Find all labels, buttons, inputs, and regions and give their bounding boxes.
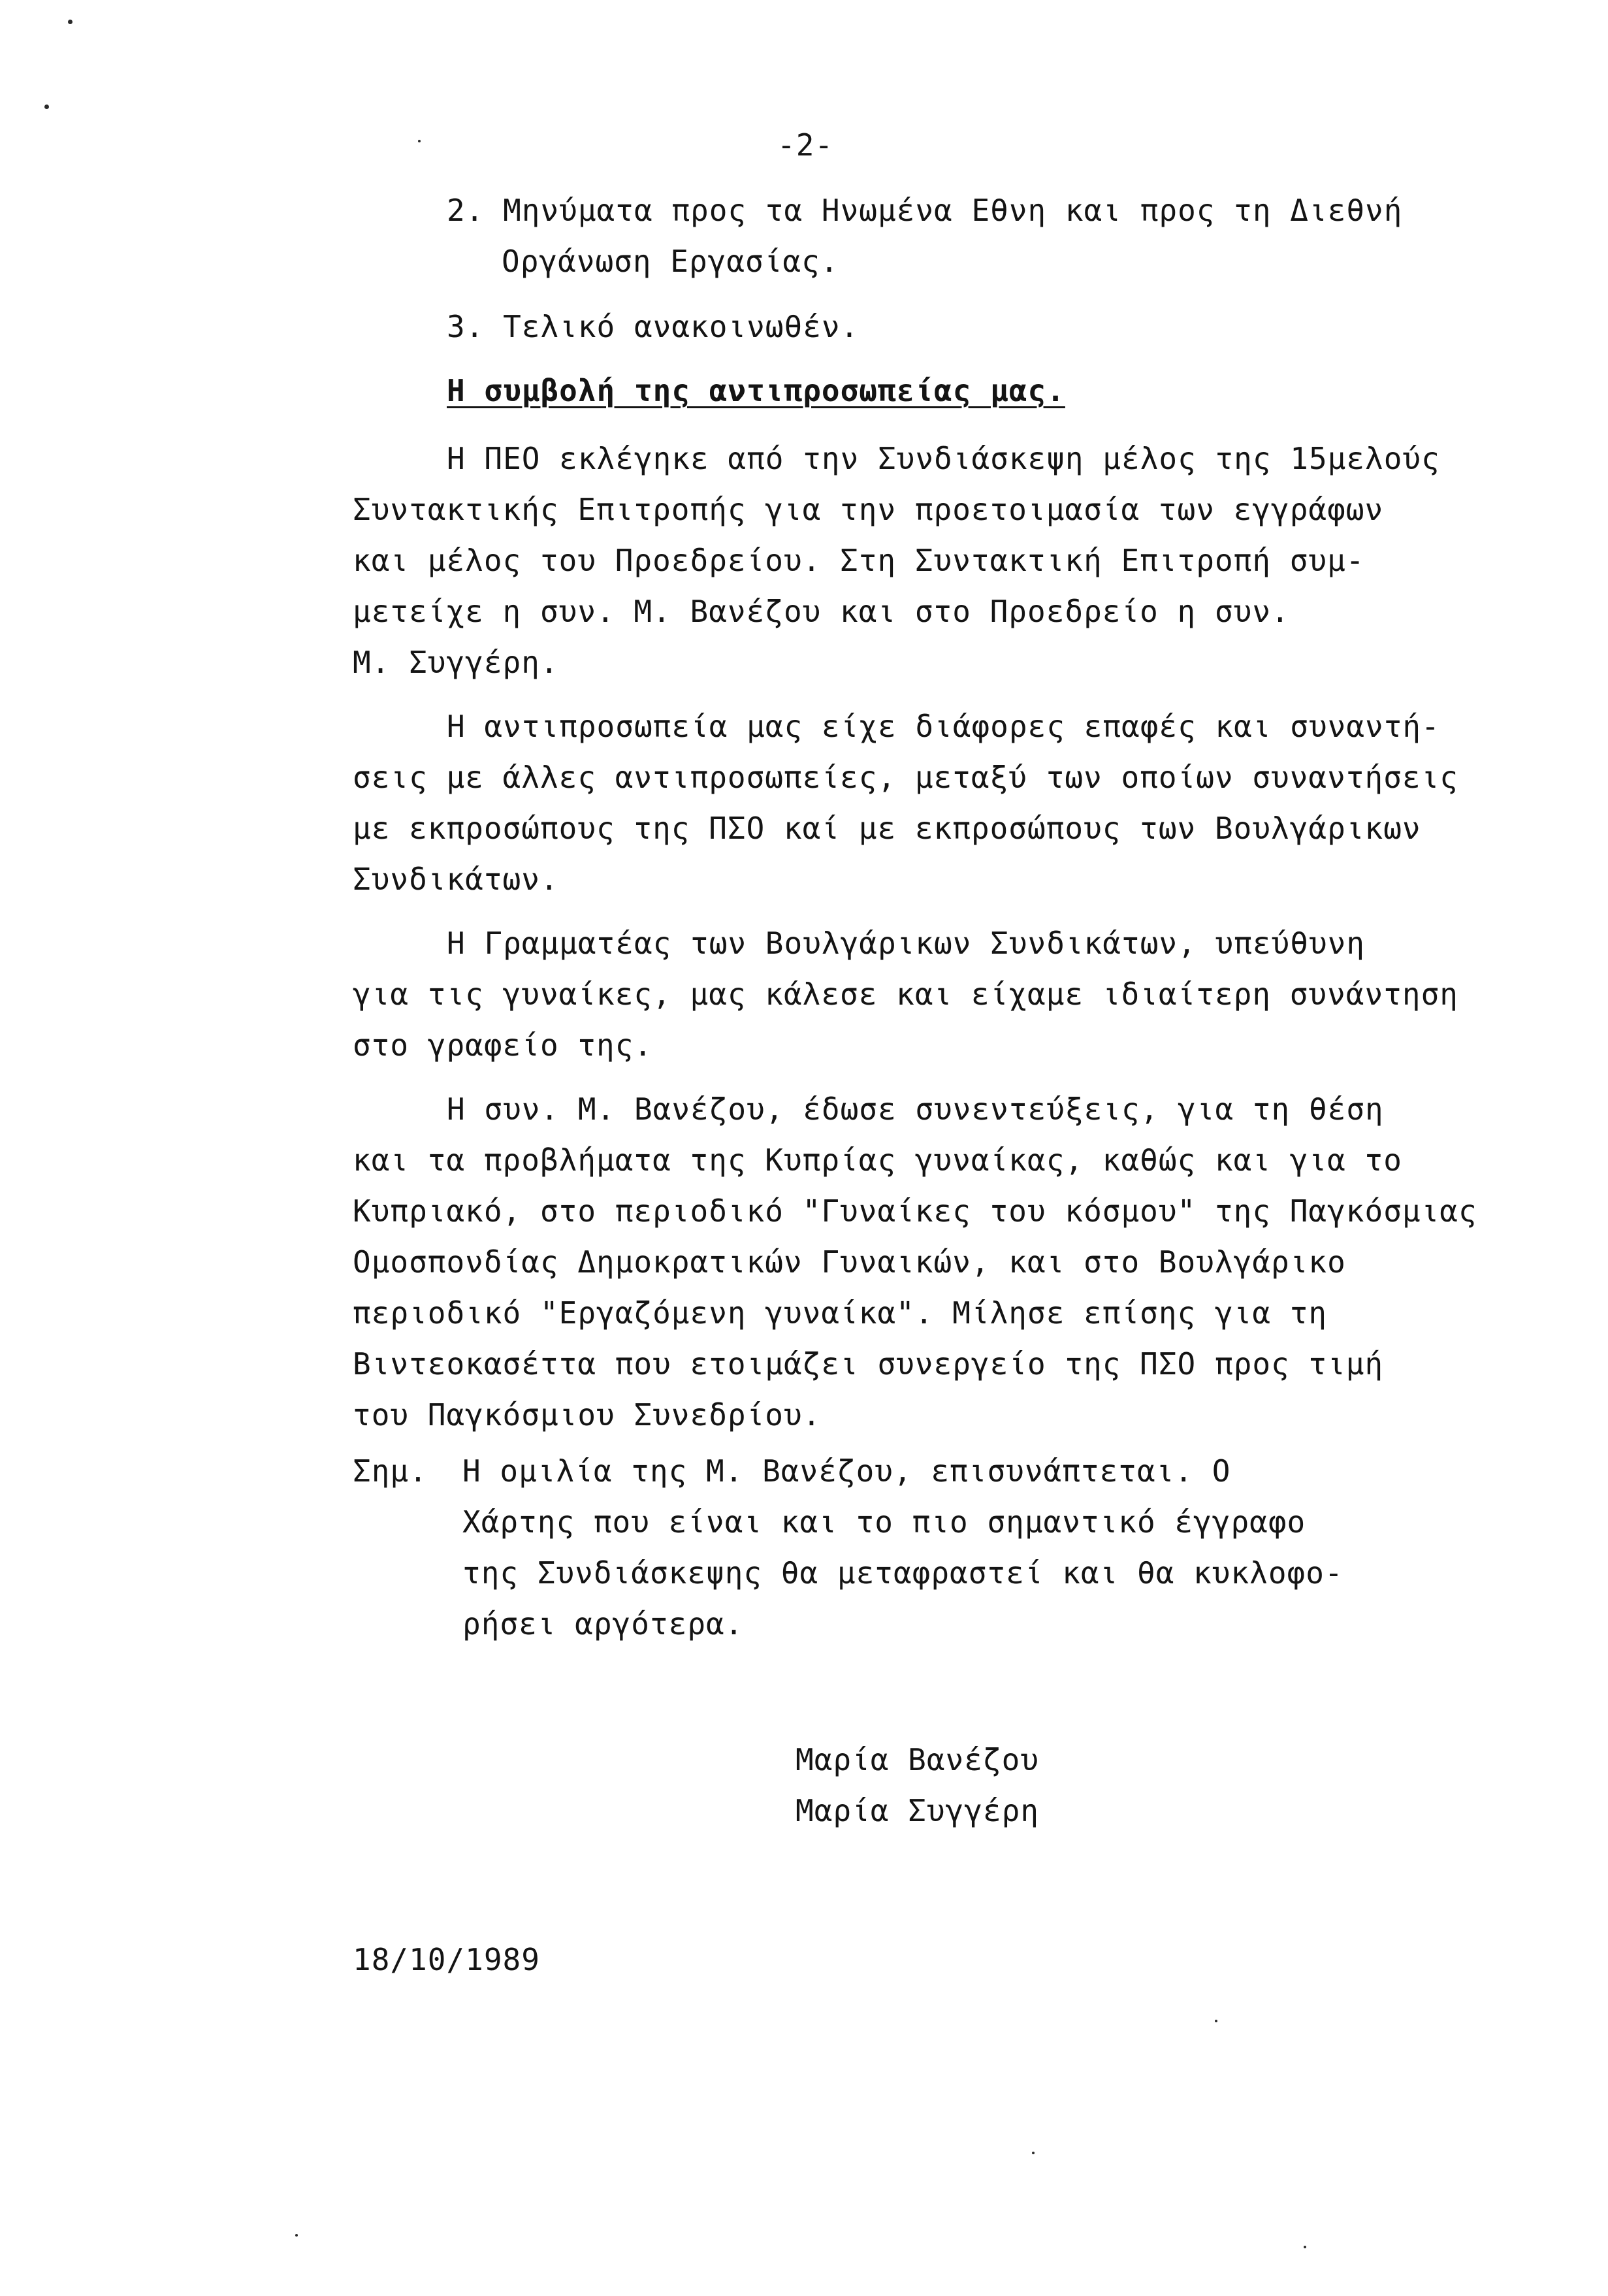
paragraph-4-line-1: Η συν. Μ. Βανέζου, έδωσε συνεντεύξεις, για τη θέση (447, 1091, 1384, 1127)
paragraph-4-line-3: Κυπριακό, στο περιοδικό "Γυναίκες του κόσμου" της Παγκόσμιας (353, 1193, 1477, 1229)
scan-speck (68, 20, 72, 24)
paragraph-1-line-2: Συντακτικής Επιτροπής για την προετοιμασία των εγγράφων (353, 492, 1384, 527)
scan-speck (295, 2234, 298, 2237)
note-line-3: της Συνδιάσκεψης θα μεταφραστεί και θα κυκλοφο- (462, 1555, 1343, 1591)
scan-speck (1304, 2246, 1306, 2248)
paragraph-2-line-4: Συνδικάτων. (353, 862, 559, 897)
list-item-2-line-2: Οργάνωση Εργασίας. (502, 244, 839, 279)
paragraph-1-line-1: Η ΠΕΟ εκλέγηκε από την Συνδιάσκεψη μέλος της 15μελούς (447, 441, 1440, 476)
note-label: Σημ. (353, 1453, 428, 1489)
paragraph-1-line-4: μετείχε η συν. Μ. Βανέζου και στο Προεδρείο η συν. (353, 594, 1290, 629)
scan-speck (1215, 2020, 1217, 2022)
scan-speck (418, 140, 421, 142)
list-item-3-line-1: 3. Τελικό ανακοινωθέν. (447, 309, 860, 344)
section-heading: Η συμβολή της αντιπροσωπείας μας. (447, 373, 1065, 408)
paragraph-4-line-6: Βιντεοκασέττα που ετοιμάζει συνεργείο της ΠΣΟ προς τιμή (353, 1346, 1384, 1382)
scan-speck (1032, 2152, 1035, 2154)
paragraph-2-line-1: Η αντιπροσωπεία μας είχε διάφορες επαφές και συναντή- (447, 709, 1440, 744)
paragraph-4-line-5: περιοδικό "Εργαζόμενη γυναίκα". Μίλησε επίσης για τη (353, 1295, 1328, 1331)
paragraph-4-line-7: του Παγκόσμιου Συνεδρίου. (353, 1397, 822, 1432)
signature-2: Μαρία Συγγέρη (796, 1793, 1040, 1828)
list-item-2-line-1: 2. Μηνύματα προς τα Ηνωμένα Εθνη και προς τη Διεθνή (447, 193, 1403, 228)
signature-1: Μαρία Βανέζου (796, 1742, 1040, 1777)
paragraph-4-line-2: και τα προβλήματα της Κυπρίας γυναίκας, καθώς και για το (353, 1142, 1402, 1178)
paragraph-3-line-1: Η Γραμματέας των Βουλγάρικων Συνδικάτων, υπεύθυνη (447, 926, 1366, 961)
paragraph-3-line-2: για τις γυναίκες, μας κάλεσε και είχαμε ιδιαίτερη συνάντηση (353, 977, 1458, 1012)
note-line-2: Χάρτης που είναι και το πιο σημαντικό έγγραφο (462, 1504, 1306, 1540)
paragraph-2-line-3: με εκπροσώπους της ΠΣΟ καί με εκπροσώπους των Βουλγάρικων (353, 811, 1421, 846)
paragraph-3-line-3: στο γραφείο της. (353, 1027, 653, 1063)
page-number: -2- (777, 127, 834, 163)
paragraph-2-line-2: σεις με άλλες αντιπροσωπείες, μεταξύ των οποίων συναντήσεις (353, 760, 1458, 795)
paragraph-1-line-5: Μ. Συγγέρη. (353, 645, 559, 680)
note-line-4: ρήσει αργότερα. (462, 1606, 744, 1641)
scan-speck (44, 105, 49, 109)
paragraph-1-line-3: και μέλος του Προεδρείου. Στη Συντακτική Επιτροπή συμ- (353, 543, 1365, 578)
paragraph-4-line-4: Ομοσπονδίας Δημοκρατικών Γυναικών, και στο Βουλγάρικο (353, 1244, 1346, 1280)
document-date: 18/10/1989 (353, 1942, 540, 1977)
note-line-1: Η ομιλία της Μ. Βανέζου, επισυνάπτεται. Ο (462, 1453, 1231, 1489)
